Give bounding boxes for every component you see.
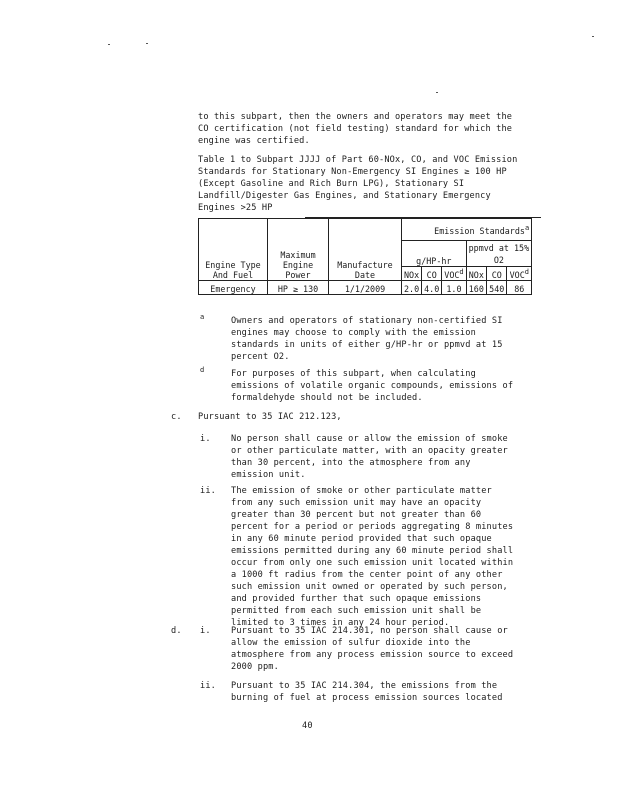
section-c-label: c. — [171, 412, 182, 422]
section-c-ii-line-5: in any 60 minute period provided that such opaque — [231, 534, 492, 544]
scan-speck — [592, 36, 594, 37]
intro-line-1: to this subpart, then the owners and operators may meet the — [198, 112, 513, 122]
footnote-d-line-1: For purposes of this subpart, when calculating — [231, 369, 476, 379]
emission-standards-table — [198, 218, 532, 295]
footnote-a-line-1: Owners and operators of stationary non-certified SI — [231, 316, 503, 326]
footnote-d-line-3: formaldehyde should not be included. — [231, 393, 423, 403]
cell-nox-g: 2.0 — [402, 280, 422, 294]
section-d-i-line-3: atmosphere from any process emission source to exceed — [231, 650, 514, 660]
table-caption-line-4: Landfill/Digester Gas Engines, and Stationary Emergency — [198, 191, 491, 201]
footnote-a-line-4: percent O2. — [231, 352, 290, 362]
cell-max-power: HP ≥ 130 — [268, 280, 329, 294]
section-c-i-line-2: or other particulate matter, with an opacity greater — [231, 446, 508, 456]
header-g-hp-hr: g/HP-hr — [402, 241, 467, 267]
pollutant-co: CO — [422, 267, 442, 281]
header-emission-standards: Emission Standards$^a$ — [402, 219, 532, 241]
section-c-ii-line-12: limited to 3 times in any 24 hour period. — [231, 618, 450, 628]
scan-speck — [146, 43, 148, 44]
section-c-ii-line-2: from any such emission unit may have an opacity — [231, 498, 482, 508]
section-c-ii-line-9: such emission unit owned or operated by such person, — [231, 582, 508, 592]
cell-voc-g: 1.0 — [442, 280, 466, 294]
footnote-a-line-2: engines may choose to comply with the emission — [231, 328, 476, 338]
section-d-i-line-2: allow the emission of sulfur dioxide into the — [231, 638, 471, 648]
section-c-ii-line-4: percent for a period or periods aggregating 8 minutes — [231, 522, 514, 532]
table-caption-line-5: Engines >25 HP — [198, 203, 273, 213]
header-engine-type: Engine Type And Fuel — [199, 219, 268, 281]
section-c-i-line-1: No person shall cause or allow the emission of smoke — [231, 434, 508, 444]
footnote-d-mark: d — [200, 366, 205, 374]
section-c-ii-line-6: emissions permitted during any 60 minute period shall — [231, 546, 514, 556]
section-c-i-label: i. — [200, 434, 211, 444]
section-d-label: d. — [171, 626, 182, 636]
header-max-power: Maximum Engine Power — [268, 219, 329, 281]
section-d-i-label: i. — [200, 626, 211, 636]
section-d-i-line-4: 2000 ppm. — [231, 662, 279, 672]
cell-voc-ppm: 86 — [507, 280, 532, 294]
scan-speck — [108, 44, 110, 45]
section-d-ii-line-1: Pursuant to 35 IAC 214.304, the emissions from the — [231, 681, 498, 691]
cell-co-ppm: 540 — [487, 280, 507, 294]
section-c-ii-line-8: a 1000 ft radius from the center point of any other — [231, 570, 503, 580]
table-caption-line-2: Standards for Stationary Non-Emergency SI Engines ≥ 100 HP — [198, 167, 507, 177]
page-number: 40 — [302, 721, 313, 731]
intro-line-2: CO certification (not field testing) standard for which the — [198, 124, 513, 134]
pollutant-voc: VOC$^d$ — [442, 267, 466, 281]
pollutant-nox-ppm: NOx — [466, 267, 486, 281]
section-c-i-line-4: emission unit. — [231, 470, 306, 480]
section-c-ii-label: ii. — [200, 486, 216, 496]
footnote-ref-a: a — [524, 224, 530, 233]
section-d-i-line-1: Pursuant to 35 IAC 214.301, no person shall cause or — [231, 626, 508, 636]
section-c-ii-line-11: permitted from each such emission unit shall be — [231, 606, 482, 616]
cell-nox-ppm: 160 — [466, 280, 486, 294]
section-c-ii-line-1: The emission of smoke or other particulate matter — [231, 486, 492, 496]
footnote-a-mark: a — [200, 313, 205, 321]
section-c-ii-line-7: occur from only one such emission unit located within — [231, 558, 514, 568]
pollutant-nox: NOx — [402, 267, 422, 281]
section-c-i-line-3: than 30 percent, into the atmosphere from any — [231, 458, 471, 468]
section-c-ii-line-3: greater than 30 percent but not greater than 60 — [231, 510, 482, 520]
header-ppmvd: ppmvd at 15% O2 — [466, 241, 532, 267]
section-d-ii-line-2: burning of fuel at process emission sources located — [231, 693, 503, 703]
scan-speck — [436, 92, 438, 93]
intro-line-3: engine was certified. — [198, 136, 310, 146]
header-mfr-date: Manufacture Date — [329, 219, 402, 281]
table-caption-line-3: (Except Gasoline and Rich Burn LPG), Stationary SI — [198, 179, 465, 189]
pollutant-co-ppm: CO — [487, 267, 507, 281]
cell-mfr-date: 1/1/2009 — [329, 280, 402, 294]
pollutant-voc-ppm: VOC$^d$ — [507, 267, 532, 281]
footnote-a-line-3: standards in units of either g/HP-hr or ppmvd at 15 — [231, 340, 503, 350]
section-c-text: Pursuant to 35 IAC 212.123, — [198, 412, 342, 422]
footnote-d-line-2: emissions of volatile organic compounds, emissions of — [231, 381, 514, 391]
cell-co-g: 4.0 — [422, 280, 442, 294]
section-c-ii-line-10: and provided further that such opaque emissions — [231, 594, 482, 604]
cell-engine-type: Emergency — [199, 280, 268, 294]
section-d-ii-label: ii. — [200, 681, 216, 691]
table-caption-line-1: Table 1 to Subpart JJJJ of Part 60-NOx, CO, and VOC Emission — [198, 155, 518, 165]
